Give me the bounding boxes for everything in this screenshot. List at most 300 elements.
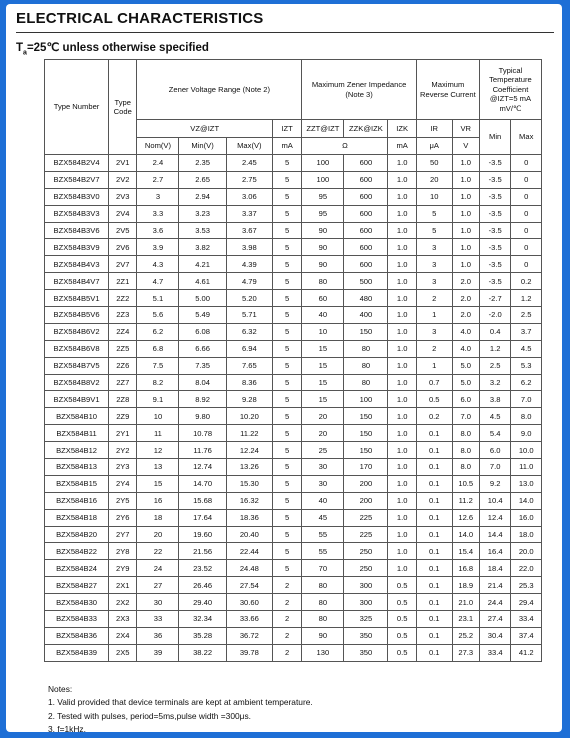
header-ir: IR (416, 120, 452, 138)
cell-type-number: BZX584B12 (45, 442, 109, 459)
cell-ir: 0.1 (416, 543, 452, 560)
table-row (45, 611, 542, 628)
cell-max-v: 12.24 (226, 442, 272, 459)
cell-izk: 1.0 (388, 442, 416, 459)
cell-min-v: 26.46 (179, 577, 226, 594)
cell-nom-v: 2.7 (137, 171, 179, 188)
unit-ohm: Ω (302, 138, 388, 155)
cell-izt: 5 (272, 560, 301, 577)
note-3: 3. f=1kHz. (48, 723, 86, 734)
cell-izk: 1.0 (388, 273, 416, 290)
cell-ir: 3 (416, 256, 452, 273)
cell-temp-min: 10.4 (479, 492, 511, 509)
cell-nom-v: 33 (137, 611, 179, 628)
cell-min-v: 29.40 (179, 594, 226, 611)
header-max-impedance: Maximum Zener Impedance (Note 3) (302, 60, 417, 120)
cell-zzk: 500 (344, 273, 388, 290)
cell-nom-v: 7.5 (137, 357, 179, 374)
table-row (45, 205, 542, 222)
cell-zzt: 15 (302, 374, 344, 391)
cell-type-code: 2X2 (109, 594, 137, 611)
cell-ir: 3 (416, 273, 452, 290)
table-row (45, 509, 542, 526)
cell-type-number: BZX584B16 (45, 492, 109, 509)
cell-nom-v: 6.2 (137, 323, 179, 340)
cell-zzk: 400 (344, 307, 388, 324)
cell-min-v: 19.60 (179, 526, 226, 543)
header-max-v: Max(V) (226, 138, 272, 155)
header-izk: IZK (388, 120, 416, 138)
cell-zzk: 170 (344, 459, 388, 476)
cell-izk: 1.0 (388, 323, 416, 340)
characteristics-table (44, 59, 542, 662)
cell-izt: 5 (272, 509, 301, 526)
temp-coef-line-5: mV/℃ (499, 103, 522, 113)
cell-ir: 50 (416, 155, 452, 172)
cell-zzk: 600 (344, 171, 388, 188)
cell-min-v: 4.21 (179, 256, 226, 273)
table-row (45, 290, 542, 307)
cell-ir: 20 (416, 171, 452, 188)
cell-zzk: 600 (344, 205, 388, 222)
table-row (45, 459, 542, 476)
notes-heading: Notes: (48, 684, 73, 694)
cell-izt: 5 (272, 155, 301, 172)
conditions-subtitle (16, 40, 209, 56)
cell-zzt: 15 (302, 340, 344, 357)
cell-temp-min: -3.5 (479, 239, 511, 256)
cell-max-v: 24.48 (226, 560, 272, 577)
cell-zzk: 150 (344, 442, 388, 459)
table-row (45, 357, 542, 374)
cell-type-code: 2Y1 (109, 425, 137, 442)
cell-izt: 5 (272, 526, 301, 543)
cell-max-v: 30.60 (226, 594, 272, 611)
cell-type-number: BZX584B24 (45, 560, 109, 577)
header-izt: IZT (272, 120, 301, 138)
cell-type-number: BZX584B30 (45, 594, 109, 611)
cell-ir: 0.2 (416, 408, 452, 425)
cell-type-number: BZX584B33 (45, 611, 109, 628)
cell-type-code: 2Z5 (109, 340, 137, 357)
cell-max-v: 36.72 (226, 627, 272, 644)
cell-max-v: 11.22 (226, 425, 272, 442)
cell-vr: 8.0 (452, 425, 479, 442)
cell-temp-min: 9.2 (479, 475, 511, 492)
cell-izt: 5 (272, 188, 301, 205)
cell-type-number: BZX584B22 (45, 543, 109, 560)
temp-coef-line-3: Coefficient (492, 84, 529, 94)
cell-temp-max: 41.2 (511, 644, 542, 661)
cell-nom-v: 11 (137, 425, 179, 442)
cell-izt: 5 (272, 239, 301, 256)
cell-temp-min: -2.7 (479, 290, 511, 307)
cell-min-v: 8.04 (179, 374, 226, 391)
cell-izt: 5 (272, 323, 301, 340)
cell-ir: 3 (416, 239, 452, 256)
cell-type-number: BZX584B5V6 (45, 307, 109, 324)
table-row (45, 222, 542, 239)
cell-zzt: 90 (302, 627, 344, 644)
cell-temp-max: 2.5 (511, 307, 542, 324)
cell-vr: 2.0 (452, 273, 479, 290)
cell-type-number: BZX584B9V1 (45, 391, 109, 408)
cell-temp-min: 3.2 (479, 374, 511, 391)
cell-type-code: 2V1 (109, 155, 137, 172)
cell-max-v: 4.39 (226, 256, 272, 273)
cell-temp-min: 27.4 (479, 611, 511, 628)
table-row (45, 171, 542, 188)
cell-temp-min: 0.4 (479, 323, 511, 340)
header-type-code: Type Code (109, 60, 137, 155)
cell-min-v: 6.66 (179, 340, 226, 357)
cell-izt: 5 (272, 492, 301, 509)
cell-type-code: 2Y2 (109, 442, 137, 459)
cell-type-number: BZX584B3V3 (45, 205, 109, 222)
cell-zzt: 55 (302, 543, 344, 560)
cell-vr: 5.0 (452, 374, 479, 391)
cell-vr: 10.5 (452, 475, 479, 492)
temp-coef-line-2: Temperature (489, 75, 532, 85)
cell-type-code: 2X3 (109, 611, 137, 628)
cell-izk: 0.5 (388, 627, 416, 644)
header-max-reverse: Maximum Reverse Current (416, 60, 479, 120)
cell-izt: 5 (272, 543, 301, 560)
cell-temp-max: 0 (511, 205, 542, 222)
cell-zzt: 10 (302, 323, 344, 340)
header-max: Max (511, 120, 542, 155)
table-row (45, 526, 542, 543)
cell-izk: 1.0 (388, 391, 416, 408)
table-row (45, 543, 542, 560)
cell-type-number: BZX584B3V6 (45, 222, 109, 239)
cell-izt: 2 (272, 644, 301, 661)
cell-min-v: 5.00 (179, 290, 226, 307)
cell-temp-max: 4.5 (511, 340, 542, 357)
cell-zzt: 90 (302, 256, 344, 273)
cell-temp-min: -3.5 (479, 188, 511, 205)
cell-ir: 0.1 (416, 611, 452, 628)
cell-zzk: 80 (344, 357, 388, 374)
table-row (45, 475, 542, 492)
temp-coef-line-1: Typical (498, 65, 523, 75)
cell-temp-min: -3.5 (479, 256, 511, 273)
cell-nom-v: 24 (137, 560, 179, 577)
cell-temp-max: 37.4 (511, 627, 542, 644)
cell-temp-max: 22.0 (511, 560, 542, 577)
cell-nom-v: 39 (137, 644, 179, 661)
cell-temp-max: 6.2 (511, 374, 542, 391)
cell-temp-max: 0 (511, 239, 542, 256)
table-row (45, 374, 542, 391)
cell-type-number: BZX584B11 (45, 425, 109, 442)
cell-nom-v: 22 (137, 543, 179, 560)
cell-zzt: 90 (302, 222, 344, 239)
cell-izt: 2 (272, 594, 301, 611)
temp-coef-line-4: @IZT=5 mA (489, 94, 532, 104)
cell-type-number: BZX584B6V8 (45, 340, 109, 357)
cell-zzk: 150 (344, 425, 388, 442)
cell-type-code: 2Z4 (109, 323, 137, 340)
cell-zzt: 80 (302, 594, 344, 611)
cell-vr: 14.0 (452, 526, 479, 543)
cell-zzk: 150 (344, 323, 388, 340)
cell-type-code: 2V2 (109, 171, 137, 188)
cell-zzt: 100 (302, 155, 344, 172)
cell-temp-min: 4.5 (479, 408, 511, 425)
section-title: ELECTRICAL CHARACTERISTICS (16, 10, 264, 27)
cell-nom-v: 27 (137, 577, 179, 594)
cell-temp-min: -3.5 (479, 222, 511, 239)
cell-nom-v: 3.6 (137, 222, 179, 239)
cell-izk: 1.0 (388, 155, 416, 172)
cell-ir: 0.1 (416, 492, 452, 509)
cell-izt: 5 (272, 374, 301, 391)
cell-temp-max: 0 (511, 188, 542, 205)
cell-temp-min: 30.4 (479, 627, 511, 644)
cell-type-code: 2V7 (109, 256, 137, 273)
cell-ir: 0.1 (416, 560, 452, 577)
cell-izk: 0.5 (388, 644, 416, 661)
cell-zzt: 80 (302, 273, 344, 290)
table-row (45, 239, 542, 256)
cell-vr: 15.4 (452, 543, 479, 560)
cell-nom-v: 15 (137, 475, 179, 492)
cell-zzk: 600 (344, 188, 388, 205)
cell-zzt: 130 (302, 644, 344, 661)
cell-ir: 0.1 (416, 594, 452, 611)
cell-max-v: 13.26 (226, 459, 272, 476)
cell-vr: 2.0 (452, 307, 479, 324)
cell-temp-min: 21.4 (479, 577, 511, 594)
cell-zzt: 60 (302, 290, 344, 307)
cell-zzk: 200 (344, 492, 388, 509)
cell-ir: 1 (416, 357, 452, 374)
cell-temp-max: 7.0 (511, 391, 542, 408)
cell-type-code: 2Y7 (109, 526, 137, 543)
table-row (45, 594, 542, 611)
cell-type-number: BZX584B15 (45, 475, 109, 492)
cell-izt: 5 (272, 357, 301, 374)
cell-nom-v: 18 (137, 509, 179, 526)
cell-type-code: 2Z9 (109, 408, 137, 425)
cell-vr: 1.0 (452, 205, 479, 222)
cell-temp-min: 3.8 (479, 391, 511, 408)
cell-vr: 5.0 (452, 357, 479, 374)
cell-type-code: 2Z7 (109, 374, 137, 391)
cell-vr: 8.0 (452, 442, 479, 459)
cell-zzt: 40 (302, 307, 344, 324)
cell-zzt: 100 (302, 171, 344, 188)
cell-vr: 11.2 (452, 492, 479, 509)
cell-temp-max: 8.0 (511, 408, 542, 425)
cell-zzt: 70 (302, 560, 344, 577)
cell-max-v: 2.45 (226, 155, 272, 172)
notes-section (48, 683, 313, 736)
header-type-number: Type Number (45, 60, 109, 155)
cell-temp-max: 0.2 (511, 273, 542, 290)
cell-temp-max: 1.2 (511, 290, 542, 307)
cell-izk: 1.0 (388, 171, 416, 188)
cell-min-v: 2.35 (179, 155, 226, 172)
cell-zzk: 80 (344, 340, 388, 357)
table-row (45, 644, 542, 661)
cell-izk: 1.0 (388, 543, 416, 560)
cell-max-v: 20.40 (226, 526, 272, 543)
cell-zzt: 55 (302, 526, 344, 543)
header-min-v: Min(V) (179, 138, 226, 155)
cell-zzk: 325 (344, 611, 388, 628)
table-row (45, 560, 542, 577)
cell-max-v: 3.98 (226, 239, 272, 256)
cell-nom-v: 10 (137, 408, 179, 425)
cell-vr: 6.0 (452, 391, 479, 408)
cell-vr: 1.0 (452, 188, 479, 205)
cell-vr: 18.9 (452, 577, 479, 594)
cell-max-v: 15.30 (226, 475, 272, 492)
cell-vr: 12.6 (452, 509, 479, 526)
cell-min-v: 3.23 (179, 205, 226, 222)
cell-zzt: 20 (302, 425, 344, 442)
cell-vr: 1.0 (452, 239, 479, 256)
cell-type-code: 2Y4 (109, 475, 137, 492)
cell-max-v: 4.79 (226, 273, 272, 290)
cell-min-v: 38.22 (179, 644, 226, 661)
cell-izt: 5 (272, 459, 301, 476)
cell-izt: 5 (272, 205, 301, 222)
table-row (45, 627, 542, 644)
cell-izk: 1.0 (388, 357, 416, 374)
cell-izt: 2 (272, 627, 301, 644)
cell-ir: 0.1 (416, 425, 452, 442)
cell-type-number: BZX584B36 (45, 627, 109, 644)
table-row (45, 273, 542, 290)
cell-min-v: 3.53 (179, 222, 226, 239)
cell-vr: 27.3 (452, 644, 479, 661)
cell-vr: 23.1 (452, 611, 479, 628)
cell-izt: 5 (272, 442, 301, 459)
cell-nom-v: 16 (137, 492, 179, 509)
title-divider (16, 32, 554, 33)
table-row (45, 188, 542, 205)
cell-temp-max: 0 (511, 256, 542, 273)
cell-type-code: 2V3 (109, 188, 137, 205)
cell-zzk: 600 (344, 222, 388, 239)
cell-nom-v: 13 (137, 459, 179, 476)
cell-vr: 1.0 (452, 171, 479, 188)
cell-temp-max: 29.4 (511, 594, 542, 611)
cell-temp-max: 10.0 (511, 442, 542, 459)
cell-izt: 5 (272, 475, 301, 492)
cell-type-code: 2Y8 (109, 543, 137, 560)
cell-izk: 1.0 (388, 374, 416, 391)
cell-min-v: 17.64 (179, 509, 226, 526)
cell-max-v: 6.32 (226, 323, 272, 340)
cell-nom-v: 6.8 (137, 340, 179, 357)
cell-izk: 0.5 (388, 594, 416, 611)
unit-v: V (452, 138, 479, 155)
cell-izt: 5 (272, 256, 301, 273)
cell-type-code: 2Y9 (109, 560, 137, 577)
cell-vr: 1.0 (452, 155, 479, 172)
cell-ir: 2 (416, 340, 452, 357)
cell-temp-max: 33.4 (511, 611, 542, 628)
table-row (45, 391, 542, 408)
cell-nom-v: 5.1 (137, 290, 179, 307)
header-temp-coefficient (479, 60, 541, 120)
cell-zzt: 80 (302, 577, 344, 594)
cell-izt: 5 (272, 222, 301, 239)
cell-nom-v: 20 (137, 526, 179, 543)
unit-izk-ma: mA (388, 138, 416, 155)
cell-max-v: 3.37 (226, 205, 272, 222)
cell-ir: 5 (416, 222, 452, 239)
header-zzt: ZZT@IZT (302, 120, 344, 138)
unit-ua: μA (416, 138, 452, 155)
cell-temp-max: 0 (511, 155, 542, 172)
cell-type-code: 2Y6 (109, 509, 137, 526)
cell-izk: 0.5 (388, 577, 416, 594)
note-1: 1. Valid provided that device terminals are kept at ambient temperature. (48, 697, 313, 708)
cell-type-number: BZX584B7V5 (45, 357, 109, 374)
cell-type-code: 2Y3 (109, 459, 137, 476)
cell-min-v: 23.52 (179, 560, 226, 577)
cell-type-code: 2Z6 (109, 357, 137, 374)
cell-zzk: 600 (344, 256, 388, 273)
cell-izk: 1.0 (388, 340, 416, 357)
cell-zzk: 600 (344, 155, 388, 172)
cell-vr: 8.0 (452, 459, 479, 476)
cell-temp-min: 12.4 (479, 509, 511, 526)
cell-zzt: 95 (302, 188, 344, 205)
cell-ir: 10 (416, 188, 452, 205)
cell-type-number: BZX584B6V2 (45, 323, 109, 340)
cell-vr: 21.0 (452, 594, 479, 611)
cell-min-v: 2.94 (179, 188, 226, 205)
cell-ir: 0.5 (416, 391, 452, 408)
cell-zzt: 90 (302, 239, 344, 256)
table-row (45, 307, 542, 324)
cell-min-v: 12.74 (179, 459, 226, 476)
cell-ir: 0.1 (416, 526, 452, 543)
cell-temp-max: 20.0 (511, 543, 542, 560)
cell-type-number: BZX584B3V0 (45, 188, 109, 205)
cell-min-v: 6.08 (179, 323, 226, 340)
cell-izk: 1.0 (388, 222, 416, 239)
cell-max-v: 9.28 (226, 391, 272, 408)
cell-min-v: 5.49 (179, 307, 226, 324)
cell-zzk: 300 (344, 577, 388, 594)
cell-temp-max: 11.0 (511, 459, 542, 476)
cell-ir: 0.1 (416, 627, 452, 644)
cell-nom-v: 8.2 (137, 374, 179, 391)
cell-izt: 5 (272, 425, 301, 442)
cell-max-v: 5.20 (226, 290, 272, 307)
temp-subscript: a (23, 49, 27, 57)
table-row (45, 492, 542, 509)
cell-zzt: 15 (302, 357, 344, 374)
cell-temp-min: -3.5 (479, 273, 511, 290)
cell-min-v: 7.35 (179, 357, 226, 374)
note-2: 2. Tested with pulses, period=5ms,pulse width =300μs. (48, 710, 251, 721)
cell-nom-v: 3.3 (137, 205, 179, 222)
cell-type-number: BZX584B5V1 (45, 290, 109, 307)
cell-ir: 0.1 (416, 509, 452, 526)
cell-zzk: 350 (344, 644, 388, 661)
cell-nom-v: 4.3 (137, 256, 179, 273)
cell-min-v: 10.78 (179, 425, 226, 442)
cell-max-v: 6.94 (226, 340, 272, 357)
